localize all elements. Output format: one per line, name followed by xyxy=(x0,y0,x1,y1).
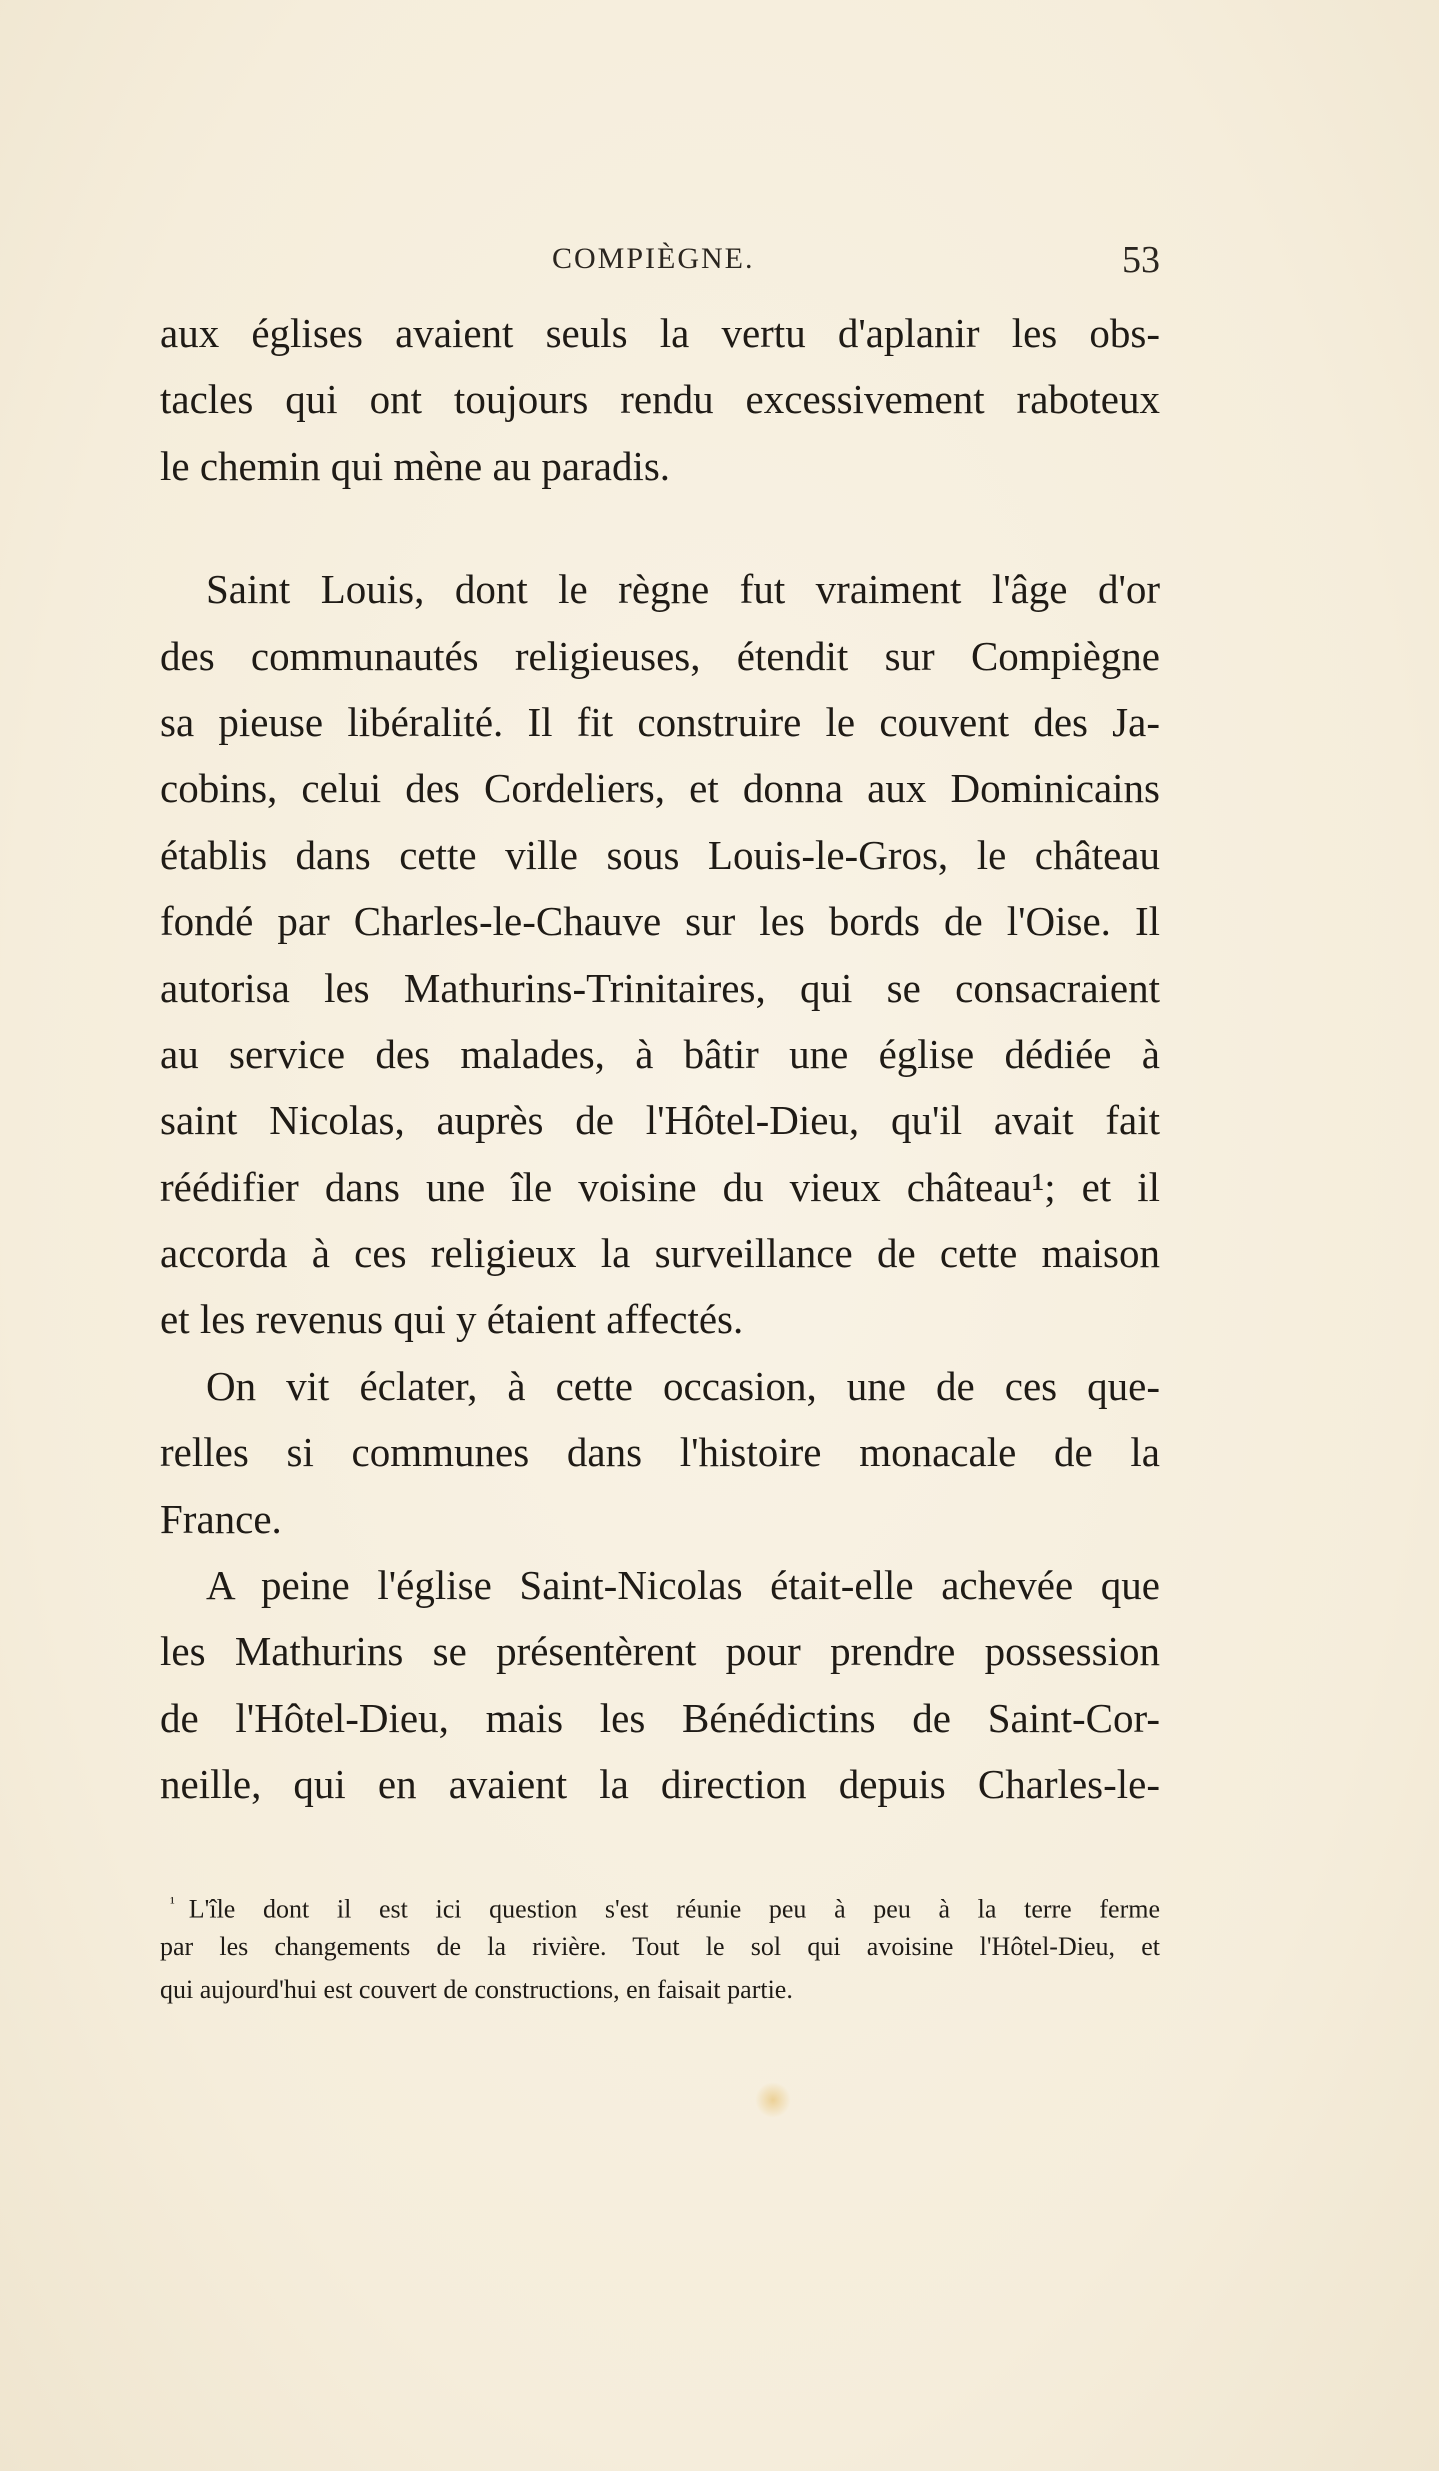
text-line: au service des malades, à bâtir une église dédiée à xyxy=(160,1030,1160,1077)
paragraph xyxy=(160,1552,1160,1818)
page-number: 53 xyxy=(1122,239,1160,281)
text-line: des communautés religieuses, étendit sur Compiègne xyxy=(160,632,1160,679)
footnote-line: par les changements de la rivière. Tout le sol qui avoisine l'Hôtel-Dieu, et xyxy=(160,1932,1160,1961)
running-head: COMPIÈGNE. xyxy=(552,242,755,275)
page-header xyxy=(160,238,1160,288)
text-line: neille, qui en avaient la direction depuis Charles-le- xyxy=(160,1761,1160,1808)
paragraph xyxy=(160,300,1160,499)
text-line: On vit éclater, à cette occasion, une de ces que- xyxy=(206,1362,1160,1409)
footnote-marker: ¹ xyxy=(170,1895,175,1912)
text-line: Saint Louis, dont le règne fut vraiment l'âge d'or xyxy=(206,566,1160,613)
footnote xyxy=(160,1882,1160,2011)
paragraph xyxy=(160,1353,1160,1552)
text-line: fondé par Charles-le-Chauve sur les bords de l'Oise. Il xyxy=(160,898,1160,945)
text-line: le chemin qui mène au paradis. xyxy=(160,442,671,489)
text-line: France. xyxy=(160,1495,282,1542)
paper-stain xyxy=(755,2082,791,2118)
text-line: A peine l'église Saint-Nicolas était-elle achevée que xyxy=(206,1562,1160,1609)
text-line: aux églises avaient seuls la vertu d'aplanir les obs- xyxy=(160,310,1160,356)
text-line: relles si communes dans l'histoire monacale de la xyxy=(160,1429,1160,1476)
paragraph-gap xyxy=(160,499,1160,556)
footnote-line xyxy=(160,1882,1160,1925)
text-line: saint Nicolas, auprès de l'Hôtel-Dieu, qu'il avait fait xyxy=(160,1097,1160,1144)
footnote-line: qui aujourd'hui est couvert de constructions, en faisait partie. xyxy=(160,1975,793,2004)
text-line: établis dans cette ville sous Louis-le-Gros, le château xyxy=(160,831,1160,878)
paragraph xyxy=(160,556,1160,1353)
text-line: de l'Hôtel-Dieu, mais les Bénédictins de Saint-Cor- xyxy=(160,1694,1160,1741)
text-line: réédifier dans une île voisine du vieux château¹; et il xyxy=(160,1163,1160,1210)
text-line: tacles qui ont toujours rendu excessivement raboteux xyxy=(160,376,1160,423)
footnote-text: L'île dont il est ici question s'est réunie peu à peu à la terre ferme xyxy=(188,1894,1160,1924)
text-line: autorisa les Mathurins-Trinitaires, qui se consacraient xyxy=(160,964,1160,1011)
text-line: accorda à ces religieux la surveillance de cette maison xyxy=(160,1230,1160,1277)
text-line: sa pieuse libéralité. Il fit construire le couvent des Ja- xyxy=(160,698,1160,745)
text-line: et les revenus qui y étaient affectés. xyxy=(160,1296,744,1343)
text-line: cobins, celui des Cordeliers, et donna aux Dominicains xyxy=(160,765,1160,812)
text-line: les Mathurins se présentèrent pour prendre possession xyxy=(160,1628,1160,1675)
body-text xyxy=(160,300,1160,1818)
